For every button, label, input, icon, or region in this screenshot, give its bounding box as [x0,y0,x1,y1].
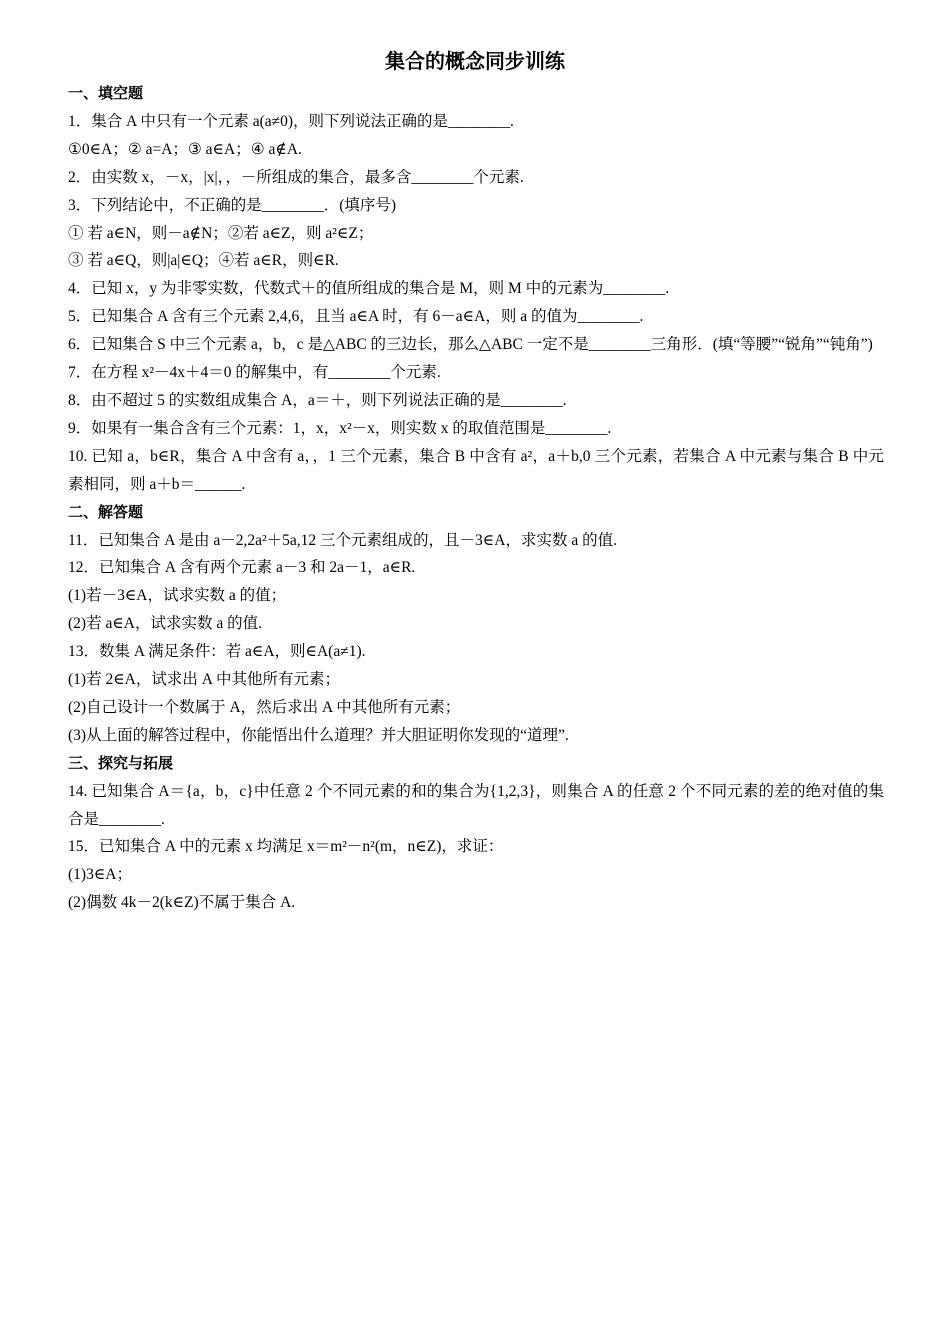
section-heading-explore: 三、探究与拓展 [68,753,174,772]
question-7: 7．在方程 x²－4x＋4＝0 的解集中，有________个元素. [68,364,441,382]
question-13-part-1: (1)若 2∈A，试求出 A 中其他所有元素； [68,671,340,689]
question-14: 14. 已知集合 A＝{a，b，c}中任意 2 个不同元素的和的集合为{1,2,3}，则集合 A 的任意 2 个不同元素的差的绝对值的集合是________. [68,782,884,828]
question-12-part-1: (1)若－3∈A，试求实数 a 的值； [68,587,287,605]
question-11: 11．已知集合 A 是由 a－2,2a²＋5a,12 三个元素组成的，且－3∈A，求实数 a 的值. [68,531,617,549]
question-12-part-2: (2)若 a∈A，试求实数 a 的值. [68,615,263,633]
question-1-options: ①0∈A；② a=A；③ a∈A；④ a∉A. [68,140,302,158]
question-13: 13．数集 A 满足条件：若 a∈A，则∈A(a≠1). [68,643,366,661]
question-8: 8．由不超过 5 的实数组成集合 A，a＝＋，则下列说法正确的是________. [68,391,567,409]
page-title: 集合的概念同步训练 [385,49,565,73]
section-heading-answer: 二、解答题 [68,502,144,521]
question-15-part-2: (2)偶数 4k－2(k∈Z)不属于集合 A. [68,894,296,912]
question-1: 1．集合 A 中只有一个元素 a(a≠0)，则下列说法正确的是________. [68,112,514,130]
question-6: 6．已知集合 S 中三个元素 a，b，c 是△ABC 的三边长，那么△ABC 一定不是________三角形．(填“等腰”“锐角”“钝角”) [68,336,873,354]
question-15: 15．已知集合 A 中的元素 x 均满足 x＝m²－n²(m，n∈Z)，求证： [68,838,504,856]
question-9: 9．如果有一集合含有三个元素：1，x，x²－x，则实数 x 的取值范围是________. [68,419,612,437]
question-10: 10. 已知 a，b∈R，集合 A 中含有 a，，1 三个元素，集合 B 中含有 a²，a＋b,0 三个元素，若集合 A 中元素与集合 B 中元素相同，则 a＋b＝______. [68,447,884,493]
question-5: 5．已知集合 A 含有三个元素 2,4,6，且当 a∈A 时，有 6－a∈A，则 a 的值为________. [68,308,644,326]
question-3-options-a: ① 若 a∈N，则－a∉N；②若 a∈Z，则 a²∈Z； [68,224,374,242]
section-heading-fill-in: 一、填空题 [68,84,144,102]
question-13-part-3: (3)从上面的解答过程中，你能悟出什么道理？并大胆证明你发现的“道理”. [68,726,569,744]
question-12: 12．已知集合 A 含有两个元素 a－3 和 2a－1，a∈R. [68,559,416,577]
question-3: 3．下列结论中，不正确的是________．(填序号) [68,196,397,214]
worksheet-content [68,80,884,917]
question-2: 2．由实数 x，－x，|x|，，－所组成的集合，最多含________个元素. [68,168,524,186]
question-13-part-2: (2)自己设计一个数属于 A，然后求出 A 中其他所有元素； [68,698,461,716]
question-4: 4．已知 x，y 为非零实数，代数式＋的值所组成的集合是 M，则 M 中的元素为________. [68,280,670,298]
question-3-options-b: ③ 若 a∈Q，则|a|∈Q；④若 a∈R，则∈R. [68,252,339,270]
question-15-part-1: (1)3∈A； [68,866,132,884]
